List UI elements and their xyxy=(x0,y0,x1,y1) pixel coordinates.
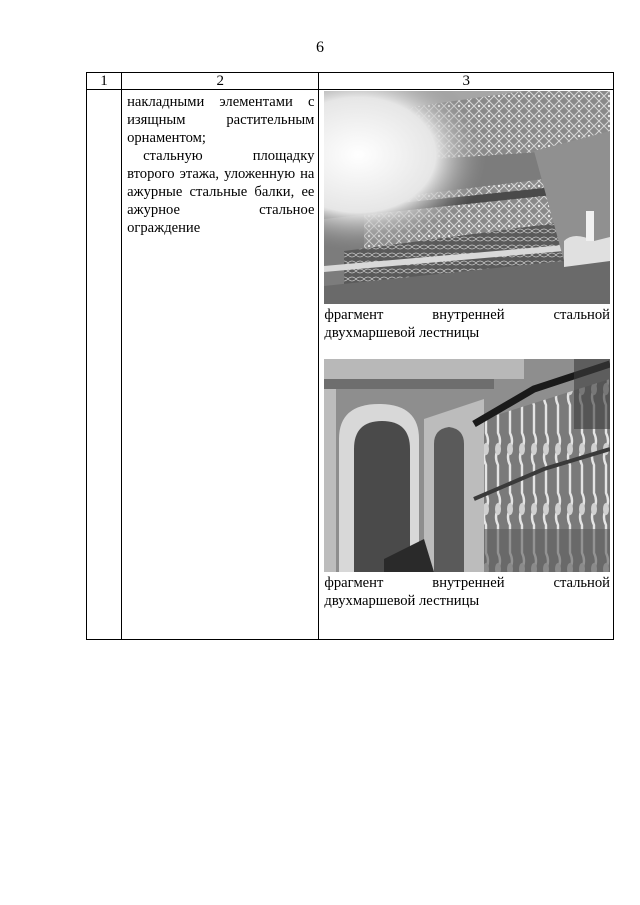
caption-word: стальной xyxy=(553,307,610,323)
cell-col-1 xyxy=(87,90,122,640)
caption-word: стальной xyxy=(553,575,610,591)
caption-word: фрагмент xyxy=(324,307,384,323)
header-col-3: 3 xyxy=(319,73,614,90)
document-table xyxy=(86,72,614,640)
table-row xyxy=(87,90,614,640)
header-col-1: 1 xyxy=(87,73,122,90)
caption-word: внутренней xyxy=(432,575,505,591)
caption-word: внутренней xyxy=(432,307,505,323)
caption-line-2: двухмаршевой лестницы xyxy=(324,325,480,341)
description-text xyxy=(122,90,318,237)
page-number: 6 xyxy=(316,39,324,56)
table-header-row xyxy=(87,73,614,90)
staircase-photo-icon xyxy=(324,91,610,304)
paragraph-ornament: накладными элементами с изящным растительным орнаментом; xyxy=(127,94,315,146)
figure-caption xyxy=(324,574,610,610)
figure-caption xyxy=(324,306,610,342)
paragraph-platform: стальную площадку второго этажа, уложенную на ажурные стальные балки, ее ажурное стальное ограждение xyxy=(127,148,315,236)
caption-word: фрагмент xyxy=(324,575,384,591)
cell-col-3 xyxy=(319,90,614,640)
header-col-2: 2 xyxy=(122,73,319,90)
caption-line-2: двухмаршевой лестницы xyxy=(324,593,480,609)
cell-col-2 xyxy=(122,90,319,640)
arch-staircase-photo-icon xyxy=(324,359,610,572)
